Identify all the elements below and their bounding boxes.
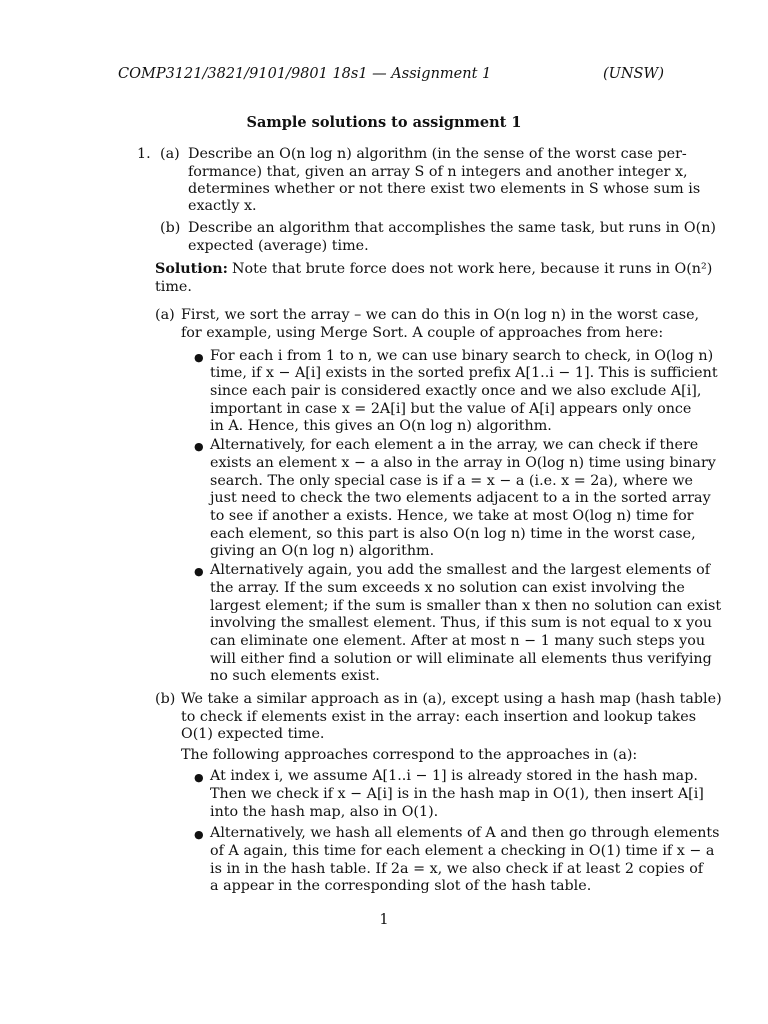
header-institution: (UNSW) [602, 66, 664, 82]
part-a-bullet-1-line: in A. Hence, this gives an O(n log n) algorithm. [210, 418, 552, 434]
page-title: Sample solutions to assignment 1 [246, 114, 522, 131]
question-part-b-line: expected (average) time. [188, 238, 369, 254]
part-a-intro-line: First, we sort the array – we can do this in O(n log n) in the worst case, [181, 307, 700, 323]
question-part-a-line: determines whether or not there exist two elements in S whose sum is [188, 181, 701, 197]
question-part-a-line: formance) that, given an array S of n integers and another integer x, [188, 164, 688, 180]
part-b-bullet-1-line: Then we check if x − A[i] is in the hash map in O(1), then insert A[i] [210, 786, 704, 802]
part-a-bullet-1-line: important in case x = 2A[i] but the value of A[i] appears only once [210, 401, 692, 417]
header-course: COMP3121/3821/9101/9801 18s1 — Assignment 1 [118, 66, 492, 82]
part-a-bullet-2-line: each element, so this part is also O(n log n) time in the worst case, [210, 526, 696, 542]
question-number: 1. [137, 146, 151, 162]
part-a-bullet-2-line: Alternatively, for each element a in the array, we can check if there [210, 437, 699, 453]
question-part-a-label: (a) [160, 146, 180, 162]
part-a-bullet-3-line: the array. If the sum exceeds x no solution can exist involving the [210, 580, 685, 596]
part-a-bullet-3-line: will either find a solution or will eliminate all elements thus verifying [210, 651, 712, 667]
part-b-label: (b) [155, 691, 176, 707]
part-b-bullet-1-line: At index i, we assume A[1..i − 1] is already stored in the hash map. [210, 768, 698, 784]
bullet-icon: ● [194, 351, 204, 364]
part-a-intro-line: for example, using Merge Sort. A couple of approaches from here: [181, 325, 664, 341]
solution-label: Solution: [155, 261, 228, 277]
part-a-bullet-2-line: search. The only special case is if a = x − a (i.e. x = 2a), where we [210, 473, 694, 489]
question-part-b-label: (b) [160, 220, 181, 236]
part-b-bullet-2-line: is in in the hash table. If 2a = x, we also check if at least 2 copies of [210, 861, 704, 877]
part-a-bullet-3-line: largest element; if the sum is smaller than x then no solution can exist [210, 598, 722, 614]
part-a-bullet-3-line: no such elements exist. [210, 668, 380, 684]
part-a-bullet-1-line: time, if x − A[i] exists in the sorted prefix A[1..i − 1]. This is sufficient [210, 365, 718, 381]
part-a-bullet-2-line: just need to check the two elements adjacent to a in the sorted array [210, 490, 711, 506]
solution-line: Note that brute force does not work here, because it runs in O(n²) [232, 261, 713, 277]
part-a-bullet-3-line: Alternatively again, you add the smallest and the largest elements of [210, 562, 711, 578]
part-b-intro2: The following approaches correspond to the approaches in (a): [181, 747, 638, 763]
solution-line: time. [155, 279, 192, 295]
bullet-icon: ● [194, 565, 204, 578]
part-a-label: (a) [155, 307, 175, 323]
bullet-icon: ● [194, 440, 204, 453]
part-a-bullet-3-line: involving the smallest element. Thus, if this sum is not equal to x you [210, 615, 713, 631]
part-a-bullet-1-line: since each pair is considered exactly once and we also exclude A[i], [210, 383, 702, 399]
part-a-bullet-3-line: can eliminate one element. After at most n − 1 many such steps you [210, 633, 706, 649]
part-a-bullet-2-line: exists an element x − a also in the array in O(log n) time using binary [210, 455, 716, 471]
part-b-intro-line: to check if elements exist in the array: each insertion and lookup takes [181, 709, 697, 725]
bullet-icon: ● [194, 828, 204, 841]
part-b-bullet-2-line: a appear in the corresponding slot of the hash table. [210, 878, 592, 894]
question-part-a-line: Describe an O(n log n) algorithm (in the sense of the worst case per- [188, 146, 687, 162]
part-b-intro-line: We take a similar approach as in (a), except using a hash map (hash table) [181, 691, 722, 707]
part-b-bullet-2-line: Alternatively, we hash all elements of A and then go through elements [210, 825, 720, 841]
question-part-b-line: Describe an algorithm that accomplishes the same task, but runs in O(n) [188, 220, 717, 236]
bullet-icon: ● [194, 771, 204, 784]
part-b-bullet-1-line: into the hash map, also in O(1). [210, 804, 439, 820]
page-number: 1 [379, 912, 389, 928]
part-a-bullet-1-line: For each i from 1 to n, we can use binary search to check, in O(log n) [210, 348, 714, 364]
part-b-intro-line: O(1) expected time. [181, 726, 325, 742]
question-part-a-line: exactly x. [188, 198, 257, 214]
part-b-bullet-2-line: of A again, this time for each element a checking in O(1) time if x − a [210, 843, 715, 859]
part-a-bullet-2-line: giving an O(n log n) algorithm. [210, 543, 435, 559]
part-a-bullet-2-line: to see if another a exists. Hence, we take at most O(log n) time for [210, 508, 694, 524]
